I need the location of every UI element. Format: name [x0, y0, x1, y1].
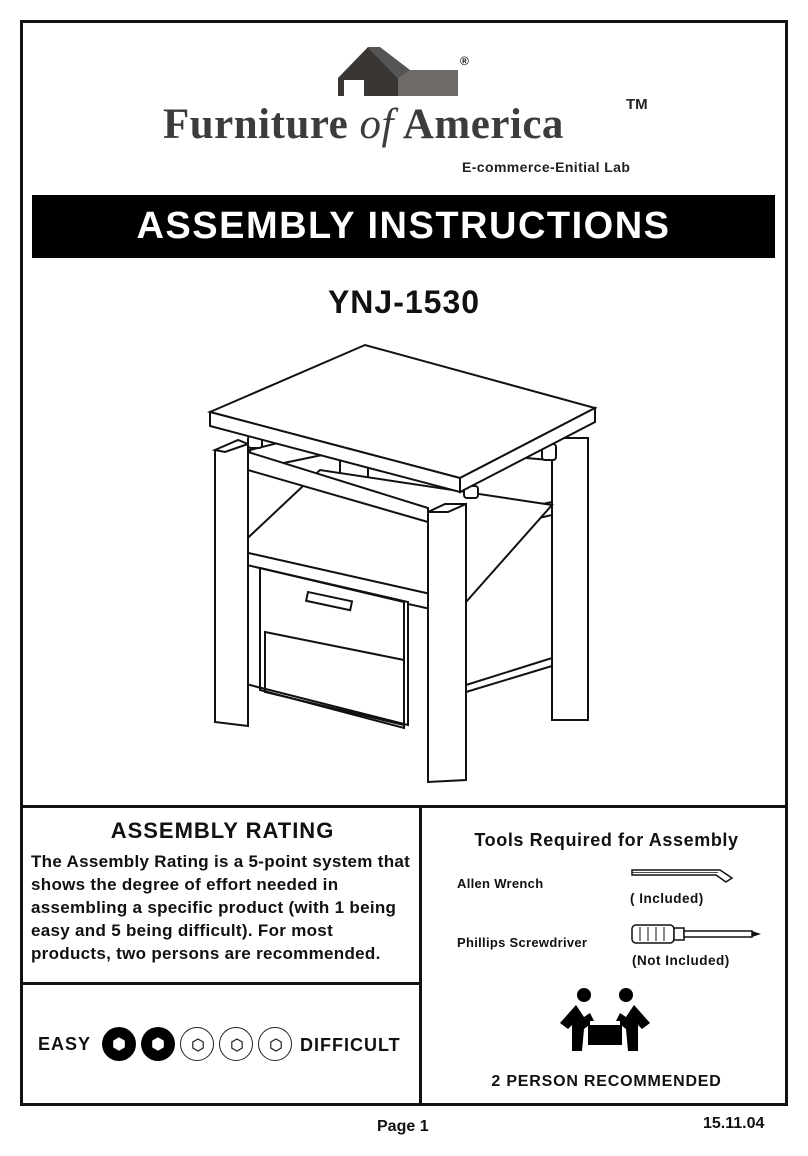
rating-dot-empty: [258, 1027, 292, 1061]
model-number: YNJ-1530: [327, 284, 481, 320]
brand-logo: [0, 0, 808, 190]
screwdriver-icon: [630, 920, 764, 948]
rating-dot-empty: [219, 1027, 253, 1061]
subbrand: E-commerce-Enitial Lab: [462, 159, 631, 175]
difficult-label: DIFFICULT: [300, 1035, 401, 1055]
end-table-illustration: [190, 340, 610, 790]
page-title: ASSEMBLY INSTRUCTIONS: [32, 195, 775, 258]
screwdriver-label: Phillips Screwdriver: [457, 935, 588, 950]
allen-wrench-note: ( Included): [630, 891, 704, 906]
easy-label: EASY: [38, 1034, 92, 1054]
two-person-lift-icon: [550, 985, 660, 1065]
section-divider-vertical: [419, 805, 422, 1105]
tools-heading: Tools Required for Assembly: [474, 830, 739, 850]
two-person-label: 2 PERSON RECOMMENDED: [491, 1073, 722, 1090]
trademark-mark: TM: [626, 96, 648, 113]
page-number: Page 1: [377, 1118, 429, 1135]
rating-dot-filled: [141, 1027, 175, 1061]
difficulty-scale: [38, 1025, 418, 1065]
document-date: 15.11.04: [703, 1115, 765, 1132]
registered-mark: ®: [460, 54, 469, 68]
house-icon: [338, 47, 458, 96]
assembly-rating-heading: ASSEMBLY RATING: [110, 818, 335, 843]
screwdriver-note: (Not Included): [632, 953, 730, 968]
rating-dot-empty: [180, 1027, 214, 1061]
allen-wrench-icon: [628, 862, 740, 886]
section-divider-top: [20, 805, 788, 808]
assembly-rating-description: The Assembly Rating is a 5-point system that shows the degree of effort needed in assembling a specific product (with 1 being easy and 5 being difficult). For most products, two persons are recommended.: [31, 852, 411, 963]
allen-wrench-label: Allen Wrench: [457, 876, 544, 891]
rating-dot-filled: [102, 1027, 136, 1061]
brand-name: Furniture of America: [163, 101, 564, 148]
rating-divider: [20, 982, 420, 985]
